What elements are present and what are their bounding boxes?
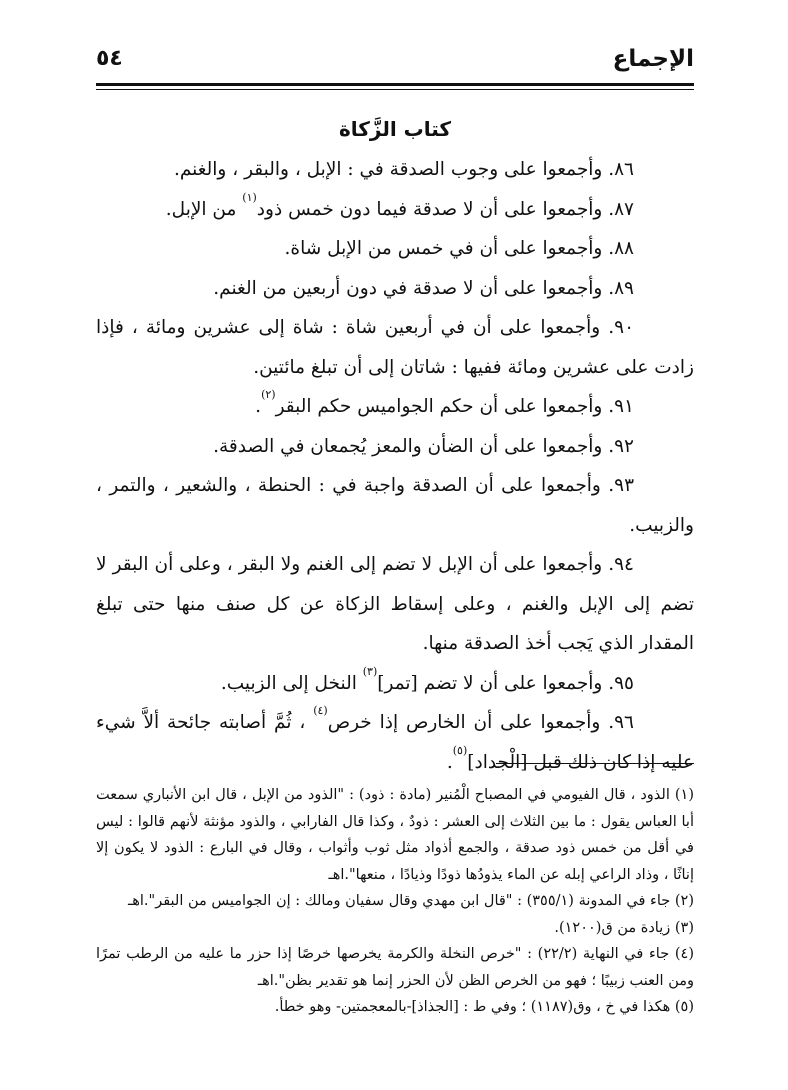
footnote-2 bbox=[96, 888, 694, 915]
page-number: ٥٤ bbox=[96, 46, 123, 71]
footnote-text: هكذا في خ ، وق(١١٨٧) ؛ وفي ط : [الجذاذ]-بالمعجمتين- وهو خطأ. bbox=[274, 999, 671, 1015]
footnote-text: الذود ، قال الفيومي في المصباح الْمُنير (مادة : ذود) : "الذود من الإبل ، قال ابن الأنباري سمعت أبا العباس يقول : ما بين الثلاث إلى العشر : ذودٌ ، وكذا قال الفارابي ، والذود مؤنثة لأنهم قالوا : ليس في أقل من خمس ذود صدقة ، والجمع أذواد مثل ثوب وأثواب ، وقال في البارع : الذود لا يكون إلا إناثًا ، وذاد الراعي إبله عن الماء يذودُها ذودًا وذيادًا ، منعها".اهـ bbox=[96, 787, 694, 883]
footnote-text: جاء في النهاية (٢٢/٢) : "خرص النخلة والكرمة يخرصها خرصًا إذا حزر ما عليه من الرطب تمرًا ومن العنب زبيبًا ؛ فهو من الخرص الظن لأن الحزر إنما هو تقدير بظن".اهـ bbox=[96, 946, 694, 989]
footnote-1 bbox=[96, 782, 694, 888]
item-number: ٩٥ bbox=[614, 672, 634, 694]
item-text: وأجمعوا على أن لا صدقة في دون أربعين من الغنم. bbox=[213, 277, 603, 299]
item-number: ٩٠ bbox=[614, 317, 635, 338]
item-text-continued: من الإبل. bbox=[165, 198, 243, 220]
item-number: ٨٨ bbox=[614, 238, 634, 259]
consensus-item-94: ٩٤. وأجمعوا على أن الإبل لا تضم إلى الغنم ولا البقر ، وعلى أن البقر لا تضم إلى الإبل والغنم ، وعلى إسقاط الزكاة عن كل صنف منها حتى تبلغ المقدار الذي يَجب أخذ الصدقة منها. bbox=[96, 554, 694, 654]
footnote-text: جاء في المدونة (٣٥٥/١) : "قال ابن مهدي وقال سفيان ومالك : إن الجواميس من البقر".اهـ bbox=[128, 893, 671, 909]
consensus-item-87: ٨٧. وأجمعوا على أن لا صدقة فيما دون خمس ذود$^{(١)}$ من الإبل. bbox=[165, 190, 634, 220]
footnote-mark: (١) bbox=[674, 787, 694, 803]
consensus-item-96: ٩٦. وأجمعوا على أن الخارص إذا خرص$^{(٤)}$ ، ثُمَّ أصابته جائحة ألاَّ شيء عليه إذا كان ذلك قبل [الْجداد]$^{(٥)}$. bbox=[96, 704, 694, 773]
item-number: ٩١ bbox=[614, 396, 634, 417]
item-text-continued: . bbox=[255, 396, 262, 417]
consensus-item-90: ٩٠. وأجمعوا على أن في أربعين شاة : شاة إلى عشرين ومائة ، فإذا زادت على عشرين ومائة ففيها : شاتان إلى أن تبلغ مائتين. bbox=[96, 317, 694, 378]
item-text: وأجمعوا على أن الضأن والمعز يُجمعان في الصدقة. bbox=[213, 435, 603, 457]
consensus-item-91: ٩١. وأجمعوا على أن حكم الجواميس حكم البقر$^{(٢)}$. bbox=[255, 388, 634, 417]
footnote-4 bbox=[96, 941, 694, 994]
footnote-3 bbox=[96, 915, 694, 942]
footnote-mark: (٢) bbox=[674, 893, 694, 909]
footnote-mark: (٥) bbox=[674, 999, 694, 1015]
item-text: وأجمعوا على أن لا تضم [تمر] bbox=[377, 672, 603, 694]
footnotes bbox=[96, 782, 694, 1021]
chapter-title: كتاب الزَّكاة bbox=[338, 117, 452, 141]
footnote-mark: (٣) bbox=[674, 919, 694, 936]
item-text-continued: النخل إلى الزبيب. bbox=[220, 672, 363, 694]
consensus-item-92: ٩٢. وأجمعوا على أن الضأن والمعز يُجمعان في الصدقة. bbox=[213, 435, 634, 457]
item-text: وأجمعوا على أن الخارص إذا خرص bbox=[327, 712, 601, 733]
main-text bbox=[96, 112, 694, 782]
item-text: وأجمعوا على أن الإبل لا تضم إلى الغنم ولا البقر ، وعلى أن البقر لا تضم إلى الإبل والغنم ، وعلى إسقاط الزكاة عن كل صنف منها حتى تبلغ المقدار الذي يَجب أخذ الصدقة منها. bbox=[96, 554, 694, 654]
footnote-separator bbox=[496, 763, 694, 764]
footnote-ref-2[interactable]: (٢) bbox=[261, 388, 276, 401]
header-rule-thick bbox=[96, 83, 694, 86]
footnote-ref-4[interactable]: (٤) bbox=[313, 704, 328, 717]
consensus-item-95: ٩٥. وأجمعوا على أن لا تضم [تمر]$^{(٣)}$ النخل إلى الزبيب. bbox=[220, 664, 634, 694]
consensus-item-93: ٩٣. وأجمعوا على أن الصدقة واجبة في : الحنطة ، والشعير ، والتمر ، والزبيب. bbox=[96, 475, 694, 536]
item-text: وأجمعوا على أن حكم الجواميس حكم البقر bbox=[275, 396, 603, 417]
item-text: وأجمعوا على أن في خمس من الإبل شاة. bbox=[284, 238, 603, 259]
item-number: ٩٣ bbox=[614, 475, 635, 496]
footnote-mark: (٤) bbox=[674, 946, 695, 962]
header-rule-thin bbox=[96, 89, 694, 90]
item-number: ٨٦ bbox=[614, 159, 634, 180]
item-number: ٨٩ bbox=[614, 277, 634, 299]
footnote-ref-3[interactable]: (٣) bbox=[362, 664, 378, 678]
footnote-ref-1[interactable]: (١) bbox=[242, 190, 257, 204]
running-header bbox=[96, 44, 694, 88]
item-number: ٨٧ bbox=[614, 198, 634, 220]
footnote-text: زيادة من ق(١٢٠٠). bbox=[554, 919, 671, 936]
footnote-ref-5[interactable]: (٥) bbox=[452, 743, 468, 757]
item-number: ٩٦ bbox=[614, 712, 634, 733]
consensus-item-89: ٨٩. وأجمعوا على أن لا صدقة في دون أربعين من الغنم. bbox=[213, 277, 634, 299]
item-number: ٩٤ bbox=[614, 554, 634, 575]
item-number: ٩٢ bbox=[614, 435, 634, 457]
item-text: وأجمعوا على وجوب الصدقة في : الإبل ، والبقر ، والغنم. bbox=[173, 159, 603, 180]
footnote-5 bbox=[96, 994, 694, 1021]
item-text-end: . bbox=[446, 751, 453, 773]
item-text: وأجمعوا على أن لا صدقة فيما دون خمس ذود bbox=[256, 198, 603, 220]
consensus-item-86: ٨٦. وأجمعوا على وجوب الصدقة في : الإبل ، والبقر ، والغنم. bbox=[173, 159, 634, 180]
item-text: وأجمعوا على أن في أربعين شاة : شاة إلى عشرين ومائة ، فإذا زادت على عشرين ومائة ففيها : شاتان إلى أن تبلغ مائتين. bbox=[96, 317, 694, 378]
header-title: الإجماع bbox=[612, 46, 694, 72]
item-text: وأجمعوا على أن الصدقة واجبة في : الحنطة ، والشعير ، والتمر ، والزبيب. bbox=[96, 475, 694, 536]
consensus-item-88: ٨٨. وأجمعوا على أن في خمس من الإبل شاة. bbox=[284, 238, 634, 259]
item-text-continued: ، ثُمَّ أصابته جائحة ألاَّ شيء عليه إذا كان ذلك قبل [الْجداد] bbox=[96, 712, 694, 773]
